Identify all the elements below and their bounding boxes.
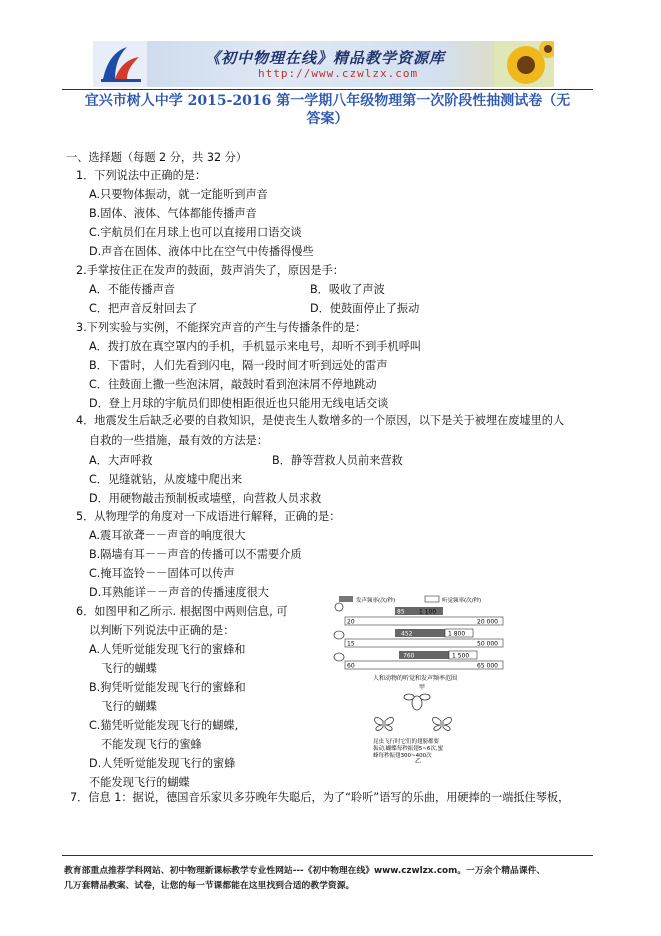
question-2-option-c: C．把声音反射回去了 xyxy=(89,302,198,315)
question-3-option-a: A．拨打放在真空罩内的手机，手机显示来电号，却听不到手机呼叫 xyxy=(89,340,422,353)
figure-b-caption-line3: 蜂每秒振翅300~400次 xyxy=(373,753,432,759)
butterfly-icon xyxy=(375,717,394,730)
human-emit-min: 85 xyxy=(397,608,405,616)
figure-b-caption-line1: 昆虫飞行时它们的翅膀都要 xyxy=(373,739,440,745)
legend-emit-label: 发声频率(次/秒) xyxy=(356,598,396,604)
question-3-option-c: C．往鼓面上撒一些泡沫屑，敲鼓时看到泡沫屑不停地跳动 xyxy=(89,378,377,391)
question-4-option-b: B．静等营救人员前来营救 xyxy=(272,454,403,467)
figure-a-label: 甲 xyxy=(419,684,426,691)
cat-emit-min: 760 xyxy=(403,652,415,660)
cat-hear-min: 60 xyxy=(347,662,355,670)
sunflower-icon xyxy=(494,41,554,87)
question-6-stem-line1: 6．如图甲和乙所示. 根据图中两则信息, 可 xyxy=(76,605,288,618)
section-heading: 一、选择题（每题 2 分，共 32 分） xyxy=(66,151,248,164)
question-5-option-d: D.耳熟能详－－声音的传播速度很大 xyxy=(89,586,269,599)
question-5-option-a: A.震耳欲聋－－声音的响度很大 xyxy=(89,529,246,542)
hearing-frequency-figure xyxy=(333,593,510,763)
dog-hear-max: 50 000 xyxy=(477,640,498,648)
question-1-option-b: B.固体、液体、气体都能传播声音 xyxy=(89,207,257,220)
question-4-option-a: A．大声呼救 xyxy=(89,454,153,467)
question-1-stem: 1．下列说法中正确的是： xyxy=(76,169,207,182)
question-6-option-a-line1: A.人凭听觉能发现飞行的蜜蜂和 xyxy=(89,643,246,656)
question-4-stem-line1: 4．地震发生后缺乏必要的自救知识，是使丧生人数增多的一个原因，以下是关于被埋在废墟里的人 xyxy=(76,414,565,427)
legend-emit-swatch xyxy=(339,596,353,602)
question-1-option-c: C.宇航员们在月球上也可以直接用口语交谈 xyxy=(89,226,302,239)
question-1-option-a: A.只要物体振动，就一定能听到声音 xyxy=(89,188,268,201)
question-7-stem: 7．信息 1：据说，德国音乐家贝多芬晚年失聪后，为了“聆听”语写的乐曲，用硬捧的一端抵住琴板， xyxy=(70,791,570,804)
legend-hear-label: 听觉频率(次/秒) xyxy=(442,598,482,604)
question-3-option-d: D．登上月球的宇航员们即使相距很近也只能用无线电话交谈 xyxy=(89,397,389,410)
banner-url[interactable]: http://www.czwlzx.com xyxy=(258,67,419,80)
page-footer xyxy=(64,864,609,894)
page-title-line1: 宜兴市树人中学 2015-2016 第一学期八年级物理第一次阶段性抽测试卷（无 xyxy=(84,93,571,109)
dog-emit-min: 452 xyxy=(401,630,413,638)
page-title-line2: 答案） xyxy=(306,111,349,127)
header-banner xyxy=(93,41,554,87)
question-6-option-d-line1: D.人凭听觉能发现飞行的蜜蜂 xyxy=(89,757,236,770)
figure-b-label: 乙 xyxy=(415,758,422,763)
question-2-option-a: A．不能传播声音 xyxy=(89,283,175,296)
question-5-stem: 5．从物理学的角度对一下成语进行解释，正确的是： xyxy=(76,510,341,523)
dog-figure-icon xyxy=(334,631,344,639)
figure-b-caption-line2: 振动,蝴蝶每秒振翅5~6次,蜜 xyxy=(373,746,444,752)
question-6-option-c-line2: 不能发现飞行的蜜蜂 xyxy=(101,738,202,751)
question-6-option-c-line1: C.猫凭听觉能发现飞行的蝴蝶, xyxy=(89,719,239,732)
question-5-option-c: C.掩耳盗铃－－固体可以传声 xyxy=(89,567,235,580)
question-2-option-d: D．使鼓面停止了振动 xyxy=(310,302,420,315)
cat-emit-max: 1 500 xyxy=(452,652,470,660)
page-title xyxy=(62,92,593,128)
question-3-option-b: B．下雷时，人们先看到闪电，隔一段时间才听到远处的雷声 xyxy=(89,359,388,372)
human-hear-min: 20 xyxy=(347,618,355,626)
footer-line2: 几万套精品教案、试卷，让您的每一节课都能在这里找到合适的教学资源。 xyxy=(64,881,355,891)
logo-icon xyxy=(93,41,147,87)
banner-title: 《初中物理在线》精品教学资源库 xyxy=(205,49,446,67)
question-6-option-b-line1: B.狗凭听觉能发现飞行的蜜蜂和 xyxy=(89,681,246,694)
figure-a-caption: 人和动物的听觉和发声频率范围 xyxy=(373,675,458,682)
question-4-option-d: D．用硬物敲击预制板或墙壁，向营救人员求救 xyxy=(89,492,322,505)
bee-icon xyxy=(404,694,430,710)
question-6-stem-line2: 以判断下列说法中正确的是： xyxy=(89,624,235,637)
question-6-option-a-line2: 飞行的蝴蝶 xyxy=(101,662,157,675)
question-4-stem-line2: 自救的一些措施，最有效的方法是： xyxy=(89,434,269,447)
human-hear-max: 20 000 xyxy=(477,618,498,626)
footer-line1: 教育部重点推荐学科网站、初中物理新课标教学专业性网站---《初中物理在线》www.czwlzx.com。一万余个精品课件、 xyxy=(64,866,546,876)
question-6-option-b-line2: 飞行的蝴蝶 xyxy=(101,700,157,713)
question-5-option-b: B.隔墙有耳－－声音的传播可以不需要介质 xyxy=(89,548,302,561)
question-3-stem: 3.下列实验与实例，不能探究声音的产生与传播条件的是： xyxy=(76,321,367,334)
human-figure-icon xyxy=(335,603,343,611)
dog-emit-max: 1 800 xyxy=(448,630,466,638)
question-2-stem: 2.手掌按住正在发声的鼓面，鼓声消失了，原因是手： xyxy=(76,264,344,277)
question-4-option-c: C．见缝就钻，从废墟中爬出来 xyxy=(89,473,243,486)
cat-figure-icon xyxy=(334,653,344,661)
legend-hear-swatch xyxy=(425,596,439,602)
question-1-option-d: D.声音在固体、液体中比在空气中传播得慢些 xyxy=(89,245,314,258)
header-rule xyxy=(62,89,593,90)
footer-rule xyxy=(62,855,593,856)
question-6-option-d-line2: 不能发现飞行的蝴蝶 xyxy=(89,776,190,789)
question-2-option-b: B．吸收了声波 xyxy=(310,283,385,296)
cat-hear-max: 65 000 xyxy=(477,662,498,670)
dog-hear-min: 15 xyxy=(347,640,355,648)
human-emit-max: 1 100 xyxy=(419,608,437,616)
butterfly-2-icon xyxy=(433,717,452,730)
